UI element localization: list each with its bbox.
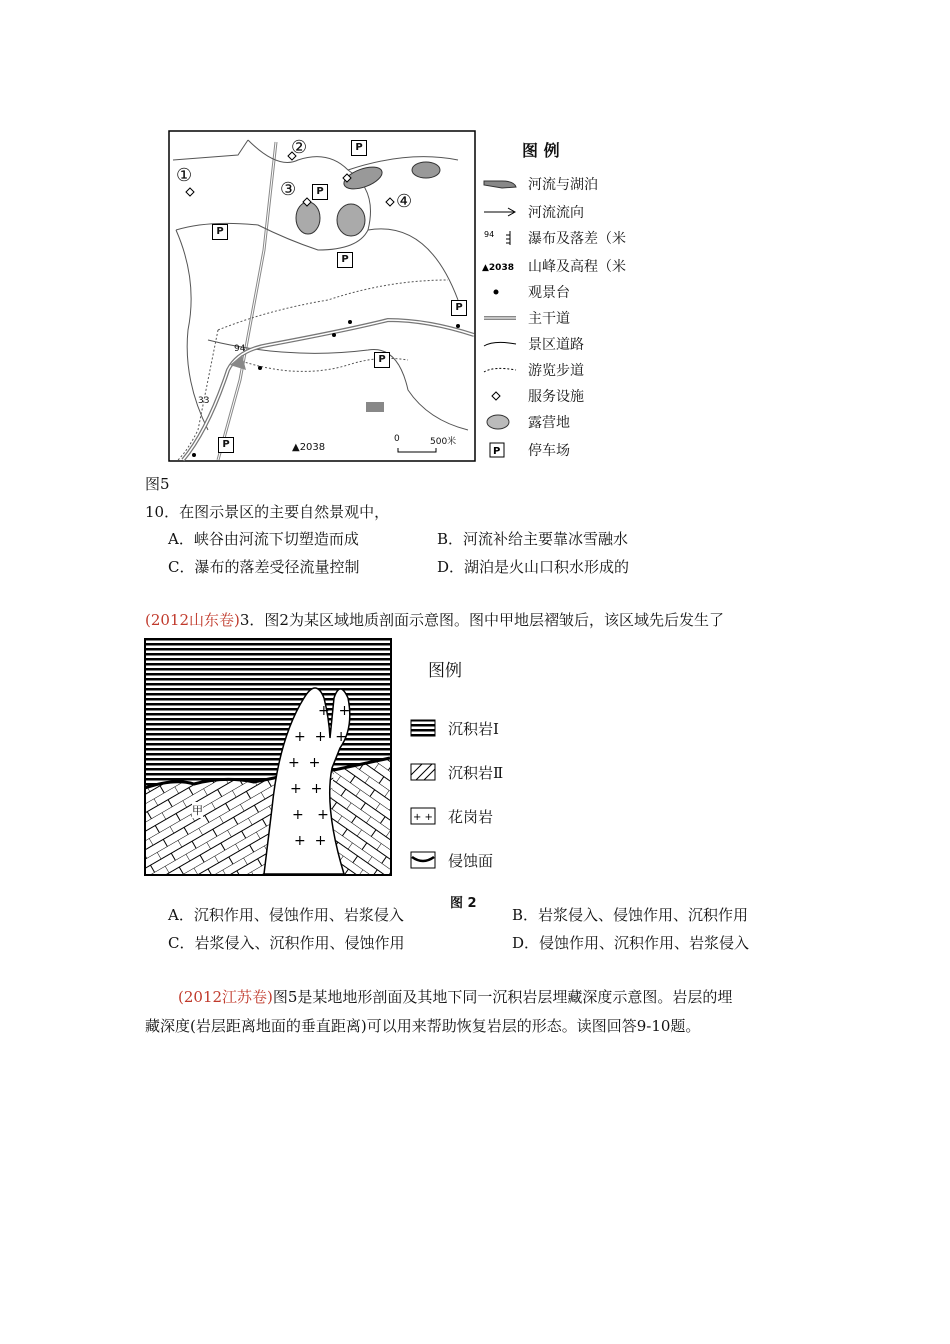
q10-option-a: A．峡谷由河流下切塑造而成 (168, 530, 359, 548)
peak-label: ▲2038 (292, 442, 326, 453)
figure-2-legend (410, 652, 530, 892)
parking-marker: P (374, 352, 390, 368)
svg-text:P: P (493, 446, 501, 457)
figure-5-caption: 图5 (145, 475, 170, 493)
parking-marker: P (337, 252, 353, 268)
legend-scenic-road: 景区道路 (482, 334, 584, 354)
legend-parking: P 停车场 (482, 440, 570, 460)
legend-service: 服务设施 (482, 386, 584, 406)
q3-heading (145, 610, 724, 630)
scale-zero: 0 (394, 434, 400, 444)
map-label-3: ③ (280, 179, 297, 200)
q3-stem: 3．图2为某区域地质剖面示意图。图中甲地层褶皱后，该区域先后发生了 (239, 611, 724, 629)
legend-trail: 游览步道 (482, 360, 584, 380)
parking-marker: P (212, 224, 228, 240)
river-lake-icon (482, 176, 518, 192)
campsite-icon (482, 413, 518, 431)
waterfall-label: 94 (234, 344, 246, 354)
q3-option-b: B．岩浆侵入、侵蚀作用、沉积作用 (512, 906, 749, 924)
service-icon (482, 388, 518, 404)
legend-peak: ▲2038 山峰及高程（米 (482, 259, 626, 275)
legend-title: 图 例 (522, 141, 560, 160)
q3-option-a: A．沉积作用、侵蚀作用、岩浆侵入 (168, 906, 404, 924)
waterfall-icon (482, 229, 518, 247)
scenic-road-icon (482, 336, 518, 352)
legend-waterfall: 94 瀑布及落差（米 (484, 230, 626, 247)
scenic-area-map (168, 130, 476, 462)
scale-end: 500米 (430, 437, 457, 447)
legend-river-lake: 河流与湖泊 (482, 174, 598, 194)
jiangsu-source: (2012江苏卷) (178, 988, 273, 1006)
figure-2-legend-title: 图例 (428, 661, 462, 681)
label-jia: 甲 (192, 804, 203, 817)
q3-option-c: C．岩浆侵入、沉积作用、侵蚀作用 (168, 934, 405, 952)
map-label-1: ① (176, 165, 193, 186)
jiangsu-line-2: 藏深度(岩层距离地面的垂直距离)可以用来帮助恢复岩层的形态。读图回答9-10题。 (145, 1017, 701, 1035)
legend-viewpoint: 观景台 (482, 282, 570, 302)
svg-text:+ +: + + (413, 811, 433, 823)
legend-sedimentary-2: 沉积岩Ⅱ (410, 762, 503, 783)
q10-option-c: C．瀑布的落差受径流量控制 (168, 558, 360, 576)
parking-marker: P (218, 437, 234, 453)
viewpoint-icon (482, 284, 518, 300)
erosion-surface-icon (410, 851, 438, 871)
granite-crosses: + + + + + + + + + + + + + (288, 703, 351, 849)
legend-sedimentary-1: 沉积岩Ⅰ (410, 718, 499, 739)
trail-icon (482, 362, 518, 378)
q10-stem: 10．在图示景区的主要自然景观中， (145, 503, 390, 521)
legend-main-road: 主干道 (482, 308, 570, 328)
legend-campsite: 露营地 (482, 412, 570, 432)
map-label-2: ② (291, 137, 308, 158)
legend-erosion: 侵蚀面 (410, 850, 493, 871)
figure-5-map (168, 130, 476, 462)
jiangsu-line-1: (2012江苏卷)图5是某地地形剖面及其地下同一沉积岩层埋藏深度示意图。岩层的埋 (178, 988, 733, 1006)
q3-source: (2012山东卷) (145, 611, 240, 629)
flow-arrow-icon (482, 204, 518, 220)
parking-marker: P (451, 300, 467, 316)
svg-text:▲2038: ▲2038 (482, 263, 514, 273)
q10-option-b: B．河流补给主要靠冰雪融水 (437, 530, 629, 548)
figure-5-legend (482, 132, 652, 468)
svg-text:94: 94 (484, 230, 495, 239)
main-road-icon (482, 310, 518, 326)
q10-option-d: D．湖泊是火山口积水形成的 (437, 558, 630, 576)
map-label-4: ④ (396, 191, 413, 212)
waterfall-label: 33 (198, 396, 210, 406)
sedimentary-1-icon (410, 719, 438, 739)
parking-marker: P (351, 140, 367, 156)
figure-2-section (144, 638, 392, 876)
peak-icon (482, 258, 518, 274)
legend-flow: 河流流向 (482, 202, 584, 222)
q3-option-d: D．侵蚀作用、沉积作用、岩浆侵入 (512, 934, 750, 952)
figure-2-caption: 图 2 (450, 896, 477, 911)
parking-icon (482, 442, 518, 458)
legend-granite: + + 花岗岩 (410, 806, 493, 827)
parking-marker: P (312, 184, 328, 200)
sedimentary-2-icon (410, 763, 438, 783)
granite-icon (410, 807, 438, 827)
